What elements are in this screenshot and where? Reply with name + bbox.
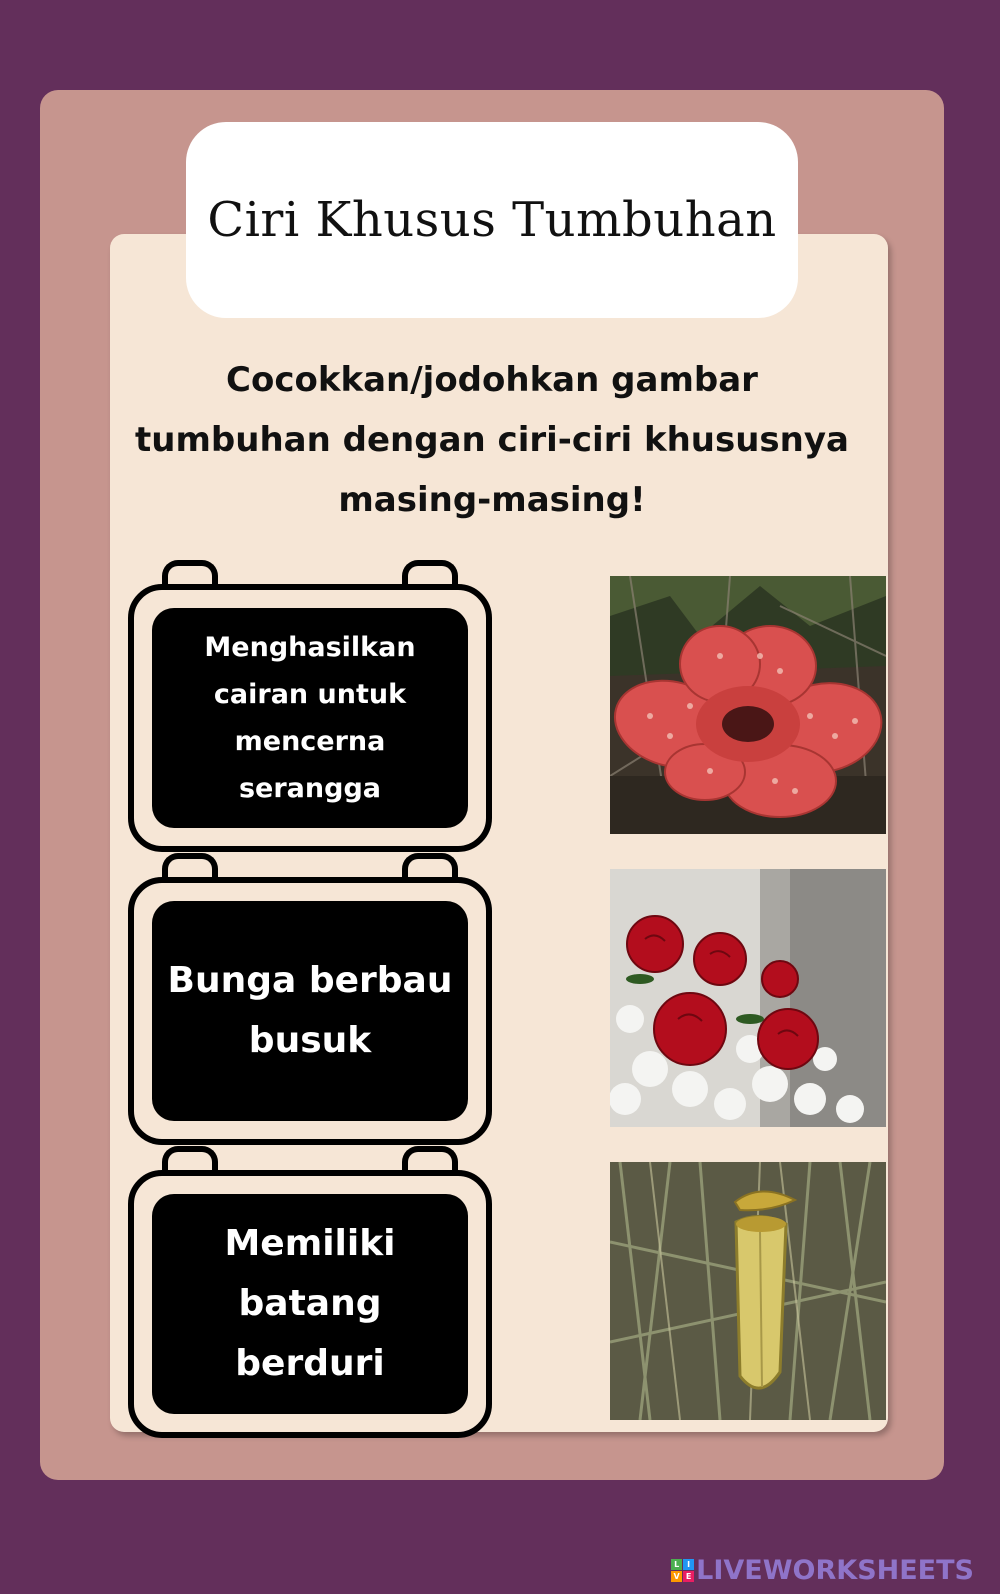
liveworksheets-watermark: [671, 1555, 974, 1586]
liveworksheets-logo-icon: [671, 1559, 694, 1582]
instruction-text: Cocokkan/jodohkan gambar tumbuhan dengan ciri-ciri khususnya masing-masing!: [135, 360, 849, 520]
logo-letter: E: [683, 1571, 694, 1582]
logo-letter: V: [671, 1571, 682, 1582]
red-roses-photo[interactable]: [610, 869, 886, 1127]
rafflesia-flower-photo[interactable]: [610, 576, 886, 834]
match-card-2[interactable]: [128, 853, 492, 1145]
match-card-3[interactable]: [128, 1146, 492, 1438]
match-card-label: Bunga berbau busuk: [152, 901, 468, 1121]
logo-letter: I: [683, 1559, 694, 1570]
watermark-text: LIVEWORKSHEETS: [696, 1555, 974, 1586]
logo-letter: L: [671, 1559, 682, 1570]
match-card-1[interactable]: [128, 560, 492, 852]
title-box: [186, 122, 798, 318]
pitcher-plant-photo[interactable]: [610, 1162, 886, 1420]
match-card-label: Menghasilkan cairan untuk mencerna serangga: [152, 608, 468, 828]
match-card-label: Memiliki batang berduri: [152, 1194, 468, 1414]
page-title: Ciri Khusus Tumbuhan: [207, 192, 777, 248]
